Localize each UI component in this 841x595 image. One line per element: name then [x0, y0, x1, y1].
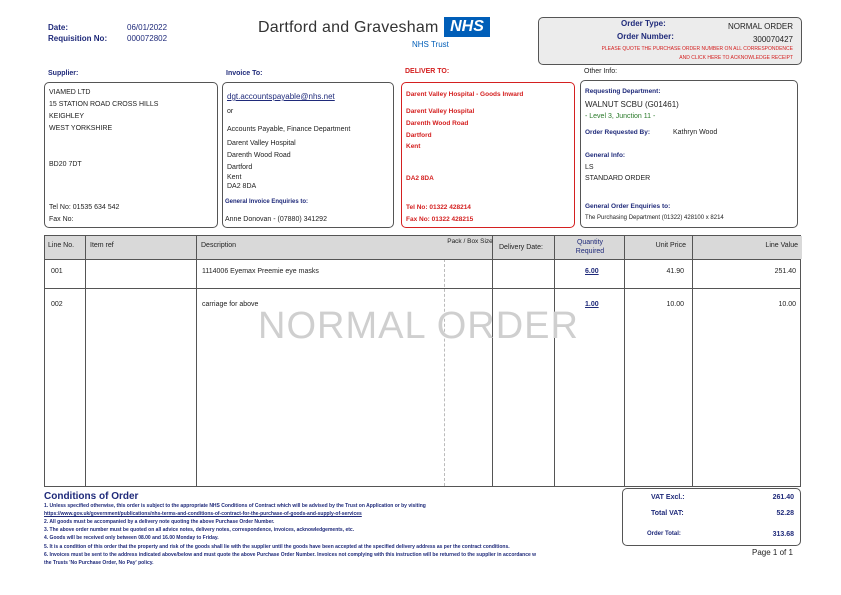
row-description: carriage for above [202, 301, 259, 308]
vat-excl-value: 261.40 [772, 494, 794, 501]
header-item-ref: Item ref [86, 236, 197, 259]
general-info-line: LS [585, 164, 594, 171]
deliver-line: Dartford [406, 132, 432, 139]
invoice-line: Darent Valley Hospital [227, 140, 296, 147]
header-line-value: Line Value [693, 236, 802, 259]
header-delivery: Delivery Date: [493, 236, 555, 259]
total-vat-label: Total VAT: [651, 510, 684, 517]
supplier-postcode: BD20 7DT [49, 161, 82, 168]
deliver-line: Darent Valley Hospital [406, 108, 475, 115]
header-pack: Pack / Box Size [447, 238, 493, 245]
order-type-box [538, 17, 802, 65]
supplier-label: Supplier: [48, 70, 79, 77]
general-info-line: STANDARD ORDER [585, 175, 651, 182]
condition-item: 1. Unless specified otherwise, this order is subject to the appropriate NHS Conditions of Contract which will be advised by the Trust on Application or by visiting [44, 503, 426, 509]
header-quantity: Quantity Required [555, 236, 625, 259]
invoice-line: Dartford [227, 164, 253, 171]
conditions-title: Conditions of Order [44, 491, 139, 502]
condition-item: the Trusts 'No Purchase Order, No Pay' policy. [44, 560, 154, 566]
requisition-label: Requisition No: [48, 34, 108, 43]
row-line-value: 10.00 [778, 301, 796, 308]
invoice-email-link[interactable]: dgt.accountspayable@nhs.net [227, 92, 335, 101]
condition-item: 4. Goods will be received only between 08.00 and 16.00 Monday to Friday. [44, 535, 219, 541]
requested-by-value: Kathryn Wood [673, 129, 718, 136]
trust-name: Dartford and Gravesham [258, 19, 439, 36]
requesting-dept-sub: - Level 3, Junction 11 - [585, 113, 656, 120]
acknowledge-receipt-link[interactable]: AND CLICK HERE TO ACKNOWLEDGE RECEIPT [679, 55, 793, 61]
vat-excl-label: VAT Excl.: [651, 494, 685, 501]
deliver-line: Darenth Wood Road [406, 120, 469, 127]
row-unit-price: 41.90 [666, 268, 684, 275]
supplier-line: VIAMED LTD [49, 89, 91, 96]
row-quantity: 6.00 [585, 268, 599, 275]
invoice-label: Invoice To: [226, 70, 263, 77]
condition-item: 2. All goods must be accompanied by a delivery note quoting the above Purchase Order Number. [44, 519, 275, 525]
condition-item: 6. Invoices must be sent to the address indicated above/below and must quote the above Purchase Order Number. Invoices not complying with this instruction will be returned to the supplier in accordance w [44, 552, 537, 558]
other-info-label: Other Info: [584, 68, 618, 75]
condition-item: 5. It is a condition of this order that the property and risk of the goods shall lie with the supplier until the goods have been accepted at the specified delivery address as per the contract conditions. [44, 544, 510, 550]
requested-by-label: Order Requested By: [585, 129, 651, 136]
nhs-logo: NHS [444, 17, 490, 37]
row-unit-price: 10.00 [666, 301, 684, 308]
invoice-line: Kent [227, 174, 242, 181]
order-type-label: Order Type: [621, 19, 666, 28]
supplier-line: WEST YORKSHIRE [49, 125, 113, 132]
invoice-box [222, 82, 394, 228]
invoice-line: DA2 8DA [227, 183, 257, 190]
supplier-line: 15 STATION ROAD CROSS HILLS [49, 101, 159, 108]
row-line-no: 001 [51, 268, 63, 275]
row-quantity: 1.00 [585, 301, 599, 308]
row-line-value: 251.40 [774, 268, 796, 275]
normal-order-watermark: NORMAL ORDER [258, 305, 579, 347]
other-info-box [580, 80, 798, 228]
deliver-fax: Fax No: 01322 428215 [406, 216, 474, 223]
deliver-postcode: DA2 8DA [406, 175, 434, 182]
header-unit-price: Unit Price [625, 236, 693, 259]
requesting-dept-value: WALNUT SCBU (G01461) [585, 100, 679, 109]
invoice-or: or [227, 108, 234, 115]
order-type-value: NORMAL ORDER [727, 22, 793, 31]
deliver-line: Kent [406, 143, 421, 150]
supplier-line: KEIGHLEY [49, 113, 85, 120]
page-number: Page 1 of 1 [752, 548, 793, 557]
header-description: Description Pack / Box Size [197, 236, 493, 259]
order-number-label: Order Number: [617, 32, 674, 41]
order-enquiries-value: The Purchasing Department (01322) 428100 x 8214 [585, 215, 724, 221]
invoice-line: Accounts Payable, Finance Department [227, 126, 351, 133]
invoice-line: Darenth Wood Road [227, 152, 291, 159]
invoice-enquiries-value: Anne Donovan - (07880) 341292 [225, 216, 327, 223]
total-vat-value: 52.28 [776, 510, 794, 517]
order-note-1: PLEASE QUOTE THE PURCHASE ORDER NUMBER ON ALL CORRESPONDENCE [601, 46, 793, 52]
totals-box [622, 488, 801, 546]
line-items-table [44, 235, 801, 487]
deliver-tel: Tel No: 01322 428214 [406, 204, 471, 211]
requesting-dept-label: Requesting Department: [585, 88, 661, 95]
nhs-trust-label: NHS Trust [412, 40, 449, 49]
order-number-value: 300070427 [752, 35, 793, 44]
order-total-label: Order Total: [647, 531, 681, 537]
conditions-link[interactable]: https://www.gov.uk/government/publications/nhs-terms-and-conditions-of-contract-for-the-purchase-of-goods-and-supply-of-services [44, 511, 362, 517]
deliver-title: Darent Valley Hospital - Goods Inward [406, 91, 524, 98]
supplier-box [44, 82, 218, 228]
condition-item: 3. The above order number must be quoted on all advice notes, delivery notes, correspondence, invoices, acknowledgements, etc. [44, 527, 355, 533]
supplier-fax: Fax No: [49, 216, 74, 223]
supplier-tel: Tel No: 01535 634 542 [49, 204, 120, 211]
deliver-label: DELIVER TO: [405, 68, 450, 75]
date-value: 06/01/2022 [127, 23, 168, 32]
order-enquiries-label: General Order Enquiries to: [585, 203, 671, 210]
general-info-label: General Info: [585, 152, 626, 159]
header-line-no: Line No. [45, 236, 86, 259]
row-line-no: 002 [51, 301, 63, 308]
row-description: 1114006 Eyemax Preemie eye masks [202, 268, 319, 275]
date-label: Date: [48, 23, 69, 32]
deliver-box [401, 82, 575, 228]
invoice-enquiries-label: General Invoice Enquiries to: [225, 199, 309, 205]
order-total-value: 313.68 [772, 531, 794, 538]
requisition-value: 000072802 [127, 34, 168, 43]
